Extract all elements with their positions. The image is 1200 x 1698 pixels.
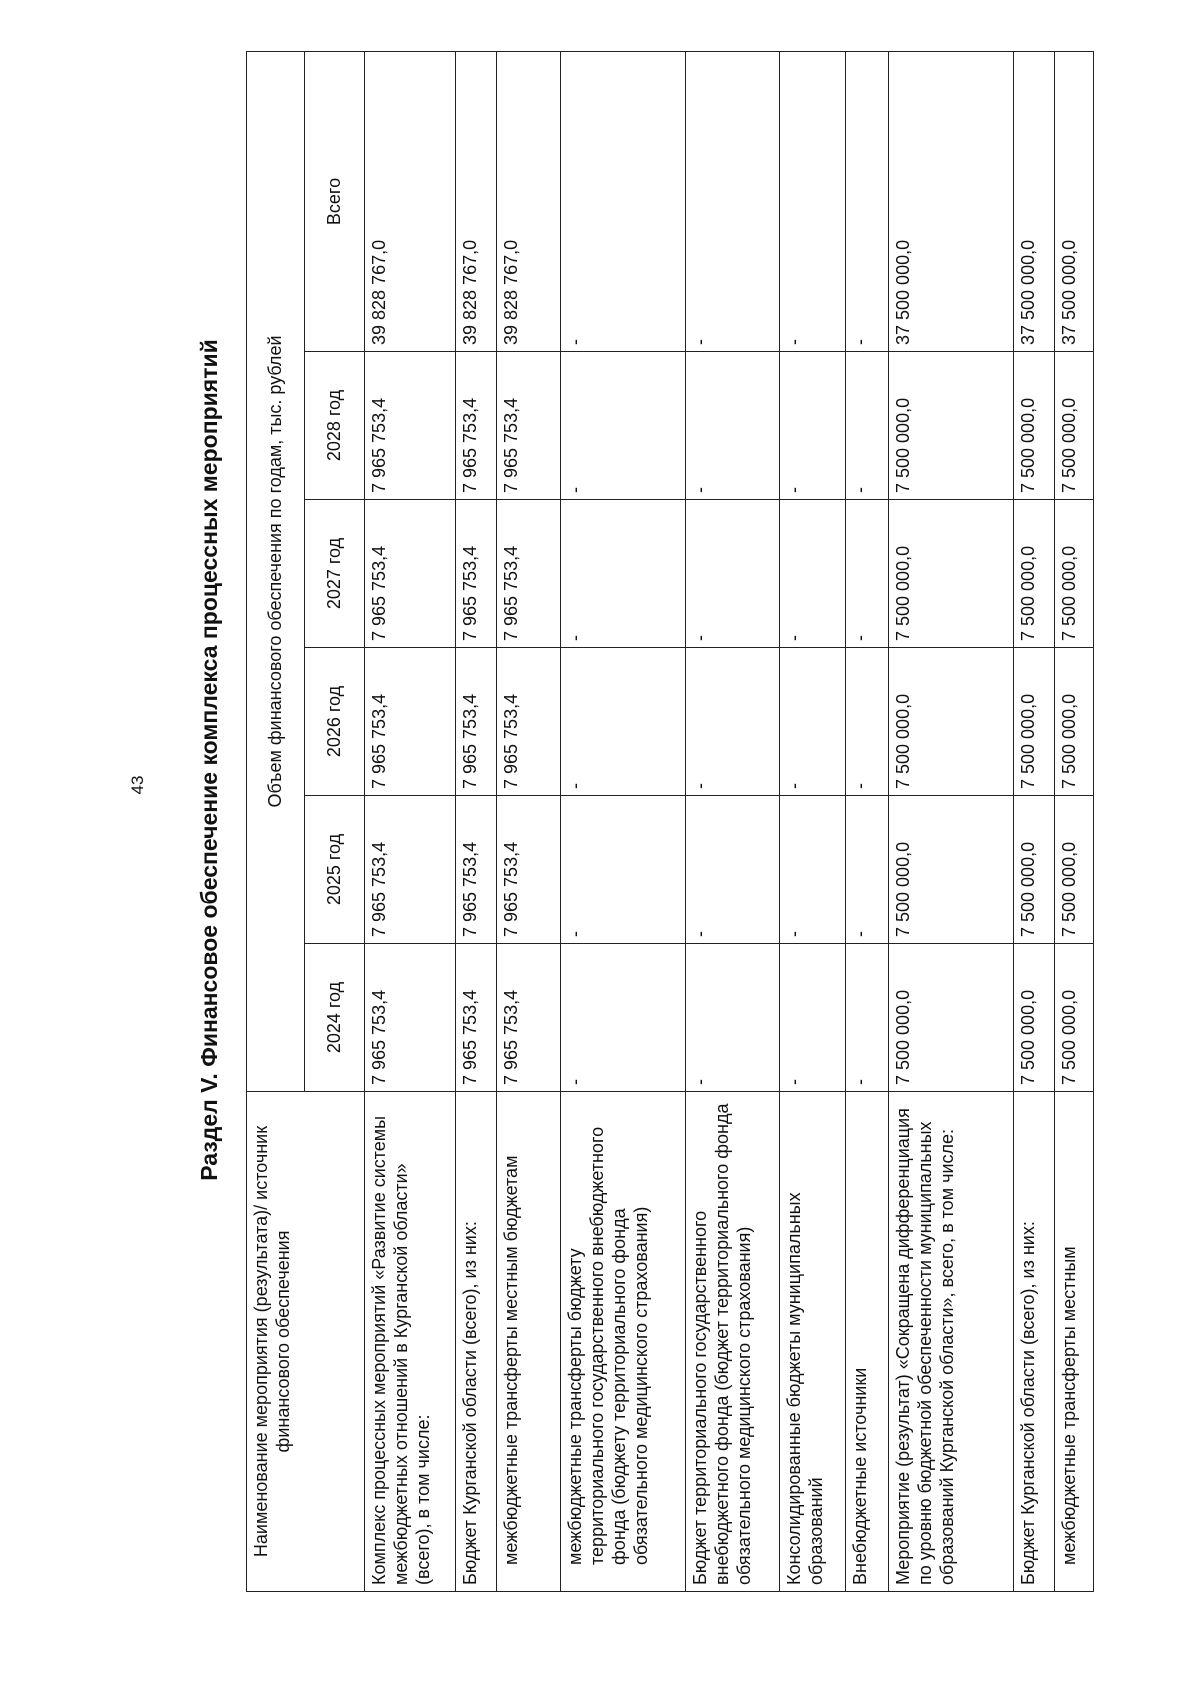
row-value-2025: - (779, 796, 845, 944)
row-label: Бюджет Курганской области (всего), из них: (1014, 1092, 1055, 1592)
row-value-total: 37 500 000,0 (888, 51, 1013, 351)
row-label: Мероприятие (результат) «Сокращена дифференциация по уровню бюджетной обеспеченности муниципальных образований Курганской области», всего, в том числе: (888, 1092, 1013, 1592)
row-value-total: - (779, 51, 845, 351)
row-value-2025: - (686, 796, 779, 944)
table-row (560, 51, 685, 1591)
row-value-2024: 7 500 000,0 (888, 944, 1013, 1092)
row-label: межбюджетные трансферты местным (1055, 1092, 1094, 1592)
row-label: межбюджетные трансферты бюджету территориального государственного внебюджетного фонда (бюджету территориального фонда обязательного медицинского страхования) (560, 1092, 685, 1592)
row-value-2026: - (560, 648, 685, 796)
header-name-column: Наименование мероприятия (результата)/ источник финансового обеспечения (247, 1092, 365, 1592)
row-value-2026: - (845, 648, 888, 796)
row-value-2024: - (779, 944, 845, 1092)
table-row (1055, 51, 1094, 1591)
row-value-2025: 7 500 000,0 (1055, 796, 1094, 944)
row-value-2027: 7 965 753,4 (365, 500, 456, 648)
row-value-2026: 7 500 000,0 (888, 648, 1013, 796)
row-value-2027: - (845, 500, 888, 648)
row-value-2028: 7 965 753,4 (497, 352, 561, 500)
header-funding-group: Объем финансового обеспечения по годам, тыс. рублей (247, 51, 305, 1091)
row-value-2024: 7 500 000,0 (1014, 944, 1055, 1092)
row-value-total: 37 500 000,0 (1014, 51, 1055, 351)
row-label: Бюджет Курганской области (всего), из них: (456, 1092, 497, 1592)
row-value-2028: - (845, 352, 888, 500)
table-row (497, 51, 561, 1591)
row-value-2027: 7 965 753,4 (456, 500, 497, 648)
row-value-total: - (686, 51, 779, 351)
table-row (845, 51, 888, 1591)
row-value-2028: - (560, 352, 685, 500)
row-value-total: - (560, 51, 685, 351)
row-value-2026: 7 965 753,4 (497, 648, 561, 796)
table-body (365, 51, 1094, 1591)
row-value-2024: 7 965 753,4 (365, 944, 456, 1092)
row-value-2027: 7 965 753,4 (497, 500, 561, 648)
row-value-2024: 7 965 753,4 (456, 944, 497, 1092)
row-value-2025: 7 500 000,0 (888, 796, 1013, 944)
row-value-2028: 7 965 753,4 (365, 352, 456, 500)
table-row (686, 51, 779, 1591)
row-value-total: - (845, 51, 888, 351)
row-value-2027: 7 500 000,0 (888, 500, 1013, 648)
header-total: Всего (305, 51, 365, 351)
row-value-total: 39 828 767,0 (456, 51, 497, 351)
row-value-2024: 7 500 000,0 (1055, 944, 1094, 1092)
table-row (779, 51, 845, 1591)
row-label: Консолидированные бюджеты муниципальных образований (779, 1092, 845, 1592)
row-value-2025: 7 965 753,4 (365, 796, 456, 944)
table-row (888, 51, 1013, 1591)
row-value-2028: 7 500 000,0 (1055, 352, 1094, 500)
row-value-2028: - (686, 352, 779, 500)
header-year-2024: 2024 год (305, 944, 365, 1092)
row-label: Бюджет территориального государственного внебюджетного фонда (бюджет территориального фонда обязательного медицинского страхования) (686, 1092, 779, 1592)
row-value-2027: - (686, 500, 779, 648)
table-row (1014, 51, 1055, 1591)
row-value-2027: - (560, 500, 685, 648)
row-value-2024: 7 965 753,4 (497, 944, 561, 1092)
row-value-2026: 7 500 000,0 (1014, 648, 1055, 796)
header-year-2028: 2028 год (305, 352, 365, 500)
row-value-2025: - (560, 796, 685, 944)
row-value-2028: 7 500 000,0 (888, 352, 1013, 500)
row-value-2025: 7 965 753,4 (497, 796, 561, 944)
row-value-2024: - (686, 944, 779, 1092)
row-label: межбюджетные трансферты местным бюджетам (497, 1092, 561, 1592)
row-value-2026: 7 965 753,4 (456, 648, 497, 796)
row-value-2025: 7 500 000,0 (1014, 796, 1055, 944)
row-value-total: 39 828 767,0 (497, 51, 561, 351)
row-label: Комплекс процессных мероприятий «Развитие системы межбюджетных отношений в Курганской области» (всего), в том числе: (365, 1092, 456, 1592)
header-year-2025: 2025 год (305, 796, 365, 944)
rotated-table-container (246, 52, 1094, 1592)
finance-table (246, 51, 1094, 1592)
row-value-2026: - (779, 648, 845, 796)
row-value-2027: 7 500 000,0 (1014, 500, 1055, 648)
row-value-2028: 7 500 000,0 (1014, 352, 1055, 500)
row-value-2025: 7 965 753,4 (456, 796, 497, 944)
row-value-2025: - (845, 796, 888, 944)
row-value-2028: - (779, 352, 845, 500)
row-value-total: 39 828 767,0 (365, 51, 456, 351)
table-row (365, 51, 456, 1591)
row-label: Внебюджетные источники (845, 1092, 888, 1592)
row-value-2026: 7 965 753,4 (365, 648, 456, 796)
row-value-2024: - (560, 944, 685, 1092)
row-value-2027: 7 500 000,0 (1055, 500, 1094, 648)
page-number: 43 (128, 775, 147, 795)
row-value-2024: - (845, 944, 888, 1092)
row-value-2026: 7 500 000,0 (1055, 648, 1094, 796)
row-value-2026: - (686, 648, 779, 796)
row-value-2027: - (779, 500, 845, 648)
header-year-2026: 2026 год (305, 648, 365, 796)
row-value-2028: 7 965 753,4 (456, 352, 497, 500)
page-title: Раздел V. Финансовое обеспечение комплекса процессных мероприятий (196, 339, 222, 1181)
table-row (456, 51, 497, 1591)
header-year-2027: 2027 год (305, 500, 365, 648)
row-value-total: 37 500 000,0 (1055, 51, 1094, 351)
